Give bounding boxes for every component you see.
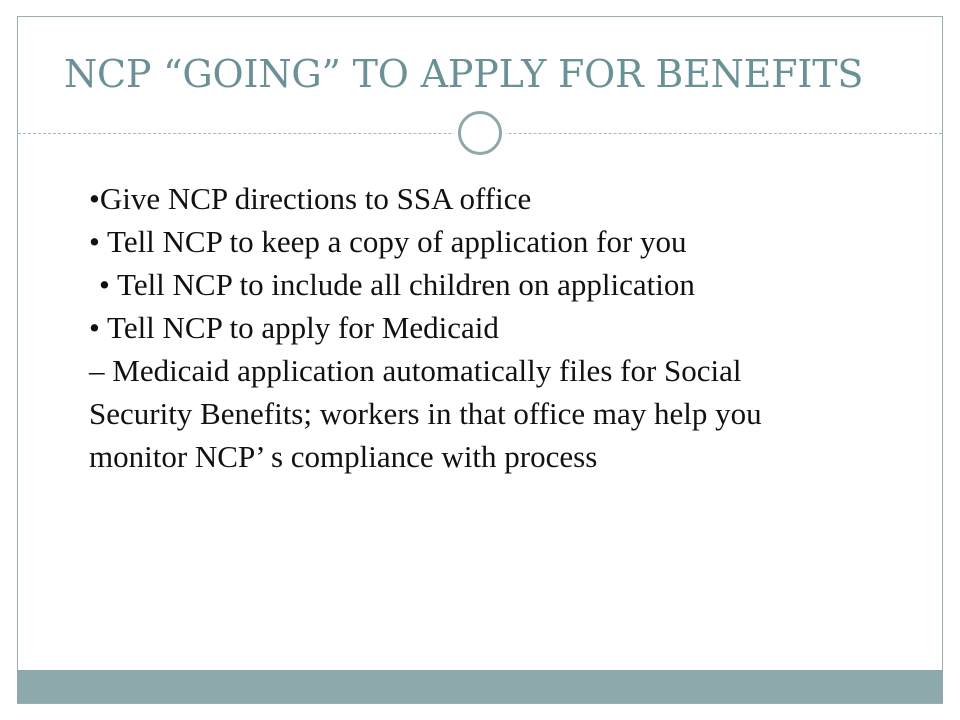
circle-ring: [458, 111, 502, 155]
sub-item: – Medicaid application automatically files for Social Security Benefits; workers in that office may help you monitor NCP’ s compliance with process: [89, 353, 762, 474]
bullet-item: • Tell NCP to include all children on application: [99, 267, 695, 302]
footer-bar: [17, 670, 943, 703]
bullet-item: • Tell NCP to keep a copy of application for you: [89, 224, 687, 259]
bullet-item: •Give NCP directions to SSA office: [89, 181, 532, 216]
slide-title: NCP “GOING” TO APPLY FOR BENEFITS: [64, 52, 864, 96]
bullet-item: • Tell NCP to apply for Medicaid: [89, 310, 499, 345]
divider-circle-icon: [454, 107, 506, 159]
slide-content: [89, 177, 809, 478]
